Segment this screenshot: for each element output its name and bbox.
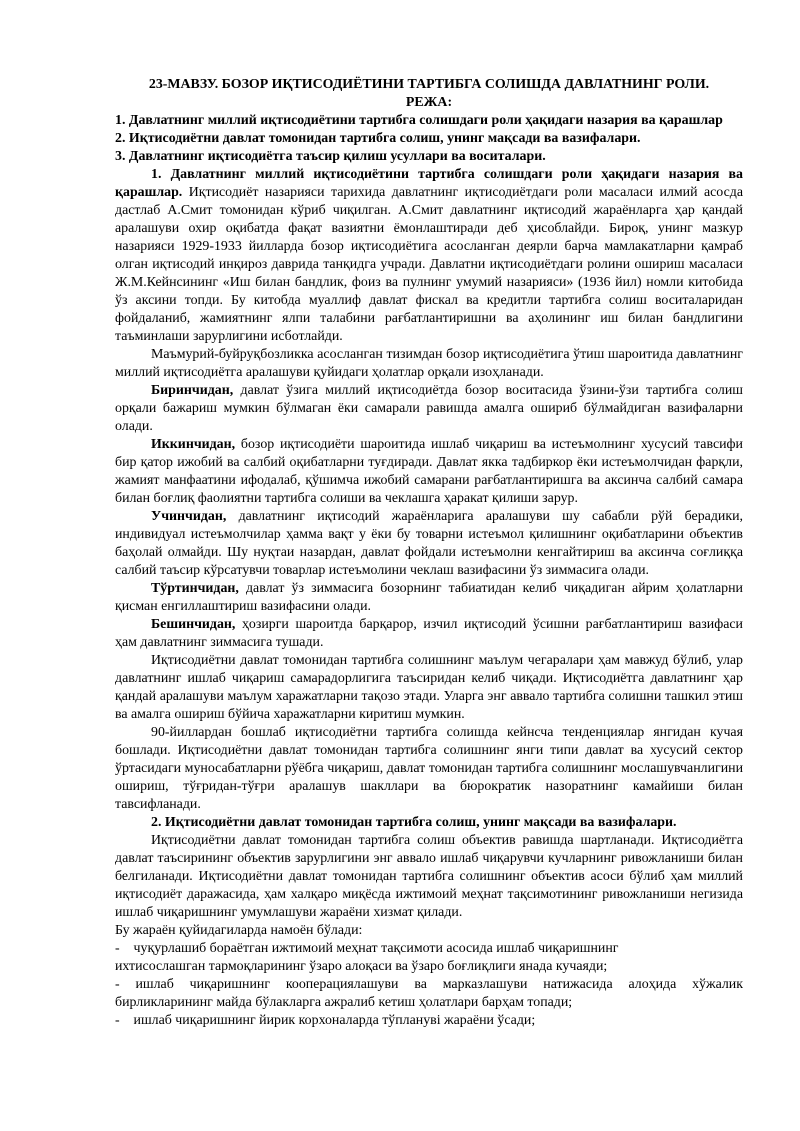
document-page (115, 76, 743, 1030)
section1-body: Иқтисодиёт назарияси тарихида давлатнинг иқтисодиётдаги роли масаласи илмий асосда дастлаб А.Смит томонидан кўриб чиқилган. А.Смит давлатнинг иқтисодий жараёнларга ҳар қандай аралашуви охир оқибатда фақат вазиятни ёмонлаштиради деб ҳисоблайди. Бироқ, унинг мазкур назарияси 1929-1933 йилларда бозор иқтисодиётига асосланган деярли барча мамлакатларни қамраб олган иқтисодий инқироз даврида танқидга учради. Давлатни иқтисодиётдаги ролини ошириш масаласи Ж.М.Кейнсининг «Иш билан бандлик, фоиз ва пулнинг умумий назарияси» (1936 йил) номли китобида ўз аксини топди. Бу китобда муаллиф давлат фискал ва кредитли тартибга солиш воситаларидан фойдаланиб, жамиятнинг ялпи талабини рағбатлантиришни ва аҳолининг иш билан бандлигини таъминлаши зарурлигини исботлайди. (115, 185, 743, 344)
dash-item-1-continuation: ихтисослашган тармоқларининг ўзаро алоқаси ва ўзаро боғлиқлиги янада кучаяди; (115, 959, 608, 974)
point-third (115, 508, 743, 580)
point-fifth-lead: Бешинчидан, (151, 617, 236, 632)
plan-item-2: 2. Иқтисодиётни давлат томонидан тартибга солиш, унинг мақсади ва вазифалари. (115, 131, 641, 146)
nineties-paragraph: 90-йиллардан бошлаб иқтисодиётни тартибга солишда кейнсча тенденциялар янгидан кучая бошлади. Иқтисодиётни давлат томонидан тартибга солишнинг янги типи давлат ва хусусий сектор ўртасидаги муносабатларни рўёбга чиқариш, давлат томонидан тартибга солишнинг мослашувчанлигини ошириш, тўғридан-тўғри аралашув шакллари ва бюрократик назоратнинг камайиши билан тавсифланади. (115, 725, 743, 812)
point-second-text: бозор иқтисодиёти шароитида ишлаб чиқариш ва истеъмолнинг хусусий тавсифи бир қатор ижобий ва салбий оқибатларни туғдиради. Давлат якка тадбиркор ёки истеъмолчидан фарқли, жамият манфаатини ифодалаб, қўшимча ижобий самарани рағбатлантиришга ва аксинча салбий самара билан боғлиқ фаолиятни тартибга солиши ва чеклашга ҳаракат қилиши зарур. (115, 437, 743, 506)
point-second-lead: Иккинчидан, (151, 437, 236, 452)
point-fifth-text: ҳозирги шароитда барқарор, изчил иқтисодий ўсишни рағбатлантириш вазифаси ҳам давлатнинг зиммасига тушади. (115, 617, 743, 650)
point-fourth-text: давлат ўз зиммасига бозорнинг табиатидан келиб чиқадиган айрим ҳолатларни қисман енгиллаштириш вазифасини олади. (115, 581, 743, 614)
point-first-text: давлат ўзига миллий иқтисодиётда бозор воситасида ўзини-ўзи тартибга солиш орқали бажариш мумкин бўлмаган ёки самарали равишда амалга ошириб бўлмайдиган вазифаларни олади. (115, 383, 743, 434)
limits-paragraph: Иқтисодиётни давлат томонидан тартибга солишнинг маълум чегаралари ҳам мавжуд бўлиб, улар давлатнинг ишлаб чиқариш самарадорлигига таъсиридан келиб чиқади. Иқтисодиётга давлатнинг ҳар қандай аралашуви маълум харажатларни тақозо этади. Уларга энг аввало тартибга солишни ташкил этиш ва амалга ошириш бўйича харажатларни киритиш мумкин. (115, 653, 743, 722)
point-fourth-lead: Тўртинчидан, (151, 581, 239, 596)
point-third-text: давлатнинг иқтисодий жараёнларига аралашуви шу сабабли рўй берадики, индивидуал истеъмолчилар ҳамма вақт у ёки бу товарни истеъмол қилишнинг оқибатларини объектив баҳолай олмайди. Шу нуқтаи назардан, давлат фойдали истеъмолни кенгайтириш ва аксинча соғлиққа салбий таъсир кўрсатувчи товарлар истеъмолини чеклаш вазифасини ўз зиммасига олади. (115, 509, 743, 578)
point-first-lead: Биринчидан, (151, 383, 234, 398)
section2-intro: Бу жараён қуйидагиларда намоён бўлади: (115, 923, 363, 938)
dash-item-1: - чуқурлашиб бораётган ижтимоий меҳнат тақсимоти асосида ишлаб чиқаришнинг (115, 941, 619, 956)
section2-body: Иқтисодиётни давлат томонидан тартибга солиш объектив равишда шартланади. Иқтисодиётга давлат таъсирининг объектив зарурлигини энг аввало ишлаб чиқарувчи кучларнинг ривожланиши билан белгиланади. Иқтисодиётни давлат томонидан тартибга солишнинг объектив асоси бўлиб ҳам миллий иқтисодиёт даражасида, ҳам халқаро миқёсда ижтимоий меҳнат тақсимотининг ривожланиши негизида ишлаб чиқаришнинг умумлашуви жараёни хизмат қилади. (115, 833, 743, 920)
plan-item-3: 3. Давлатнинг иқтисодиётга таъсир қилиш усуллари ва воситалари. (115, 149, 546, 164)
document-title: 23-МАВЗУ. БОЗОР ИҚТИСОДИЁТИНИ ТАРТИБГА СОЛИШДА ДАВЛАТНИНГ РОЛИ. (148, 77, 710, 92)
section2-heading: 2. Иқтисодиётни давлат томонидан тартибга солиш, унинг мақсади ва вазифалари. (151, 815, 677, 830)
admin-paragraph: Маъмурий-буйруқбозликка асосланган тизимдан бозор иқтисодиётига ўтиш шароитида давлатнинг миллий иқтисодиётга аралашуви қуйидаги ҳолатлар орқали изоҳланади. (115, 347, 743, 380)
point-first (115, 382, 743, 436)
section1-heading: 1. Давлатнинг миллий иқтисодиётини тартибга солишдаги роли ҳақидаги назария ва қарашлар. (115, 167, 743, 200)
point-fifth (115, 616, 743, 652)
section1-paragraph (115, 166, 743, 346)
point-second (115, 436, 743, 508)
point-fourth (115, 580, 743, 616)
point-third-lead: Учинчидан, (151, 509, 227, 524)
plan-item-1: 1. Давлатнинг миллий иқтисодиётини тартибга солишдаги роли ҳақидаги назария ва қарашлар (115, 113, 723, 128)
dash-item-3: - ишлаб чиқаришнинг йирик корхоналарда тўпланувi жараёни ўсади; (115, 1013, 536, 1028)
plan-heading: РЕЖА: (405, 95, 453, 110)
dash-item-2: - ишлаб чиқаришнинг кооперациялашуви ва марказлашуви натижасида алоҳида хўжалик бирликларининг майда бўлакларга ажралиб кетиш ҳолатлари барҳам топади; (115, 977, 743, 1010)
